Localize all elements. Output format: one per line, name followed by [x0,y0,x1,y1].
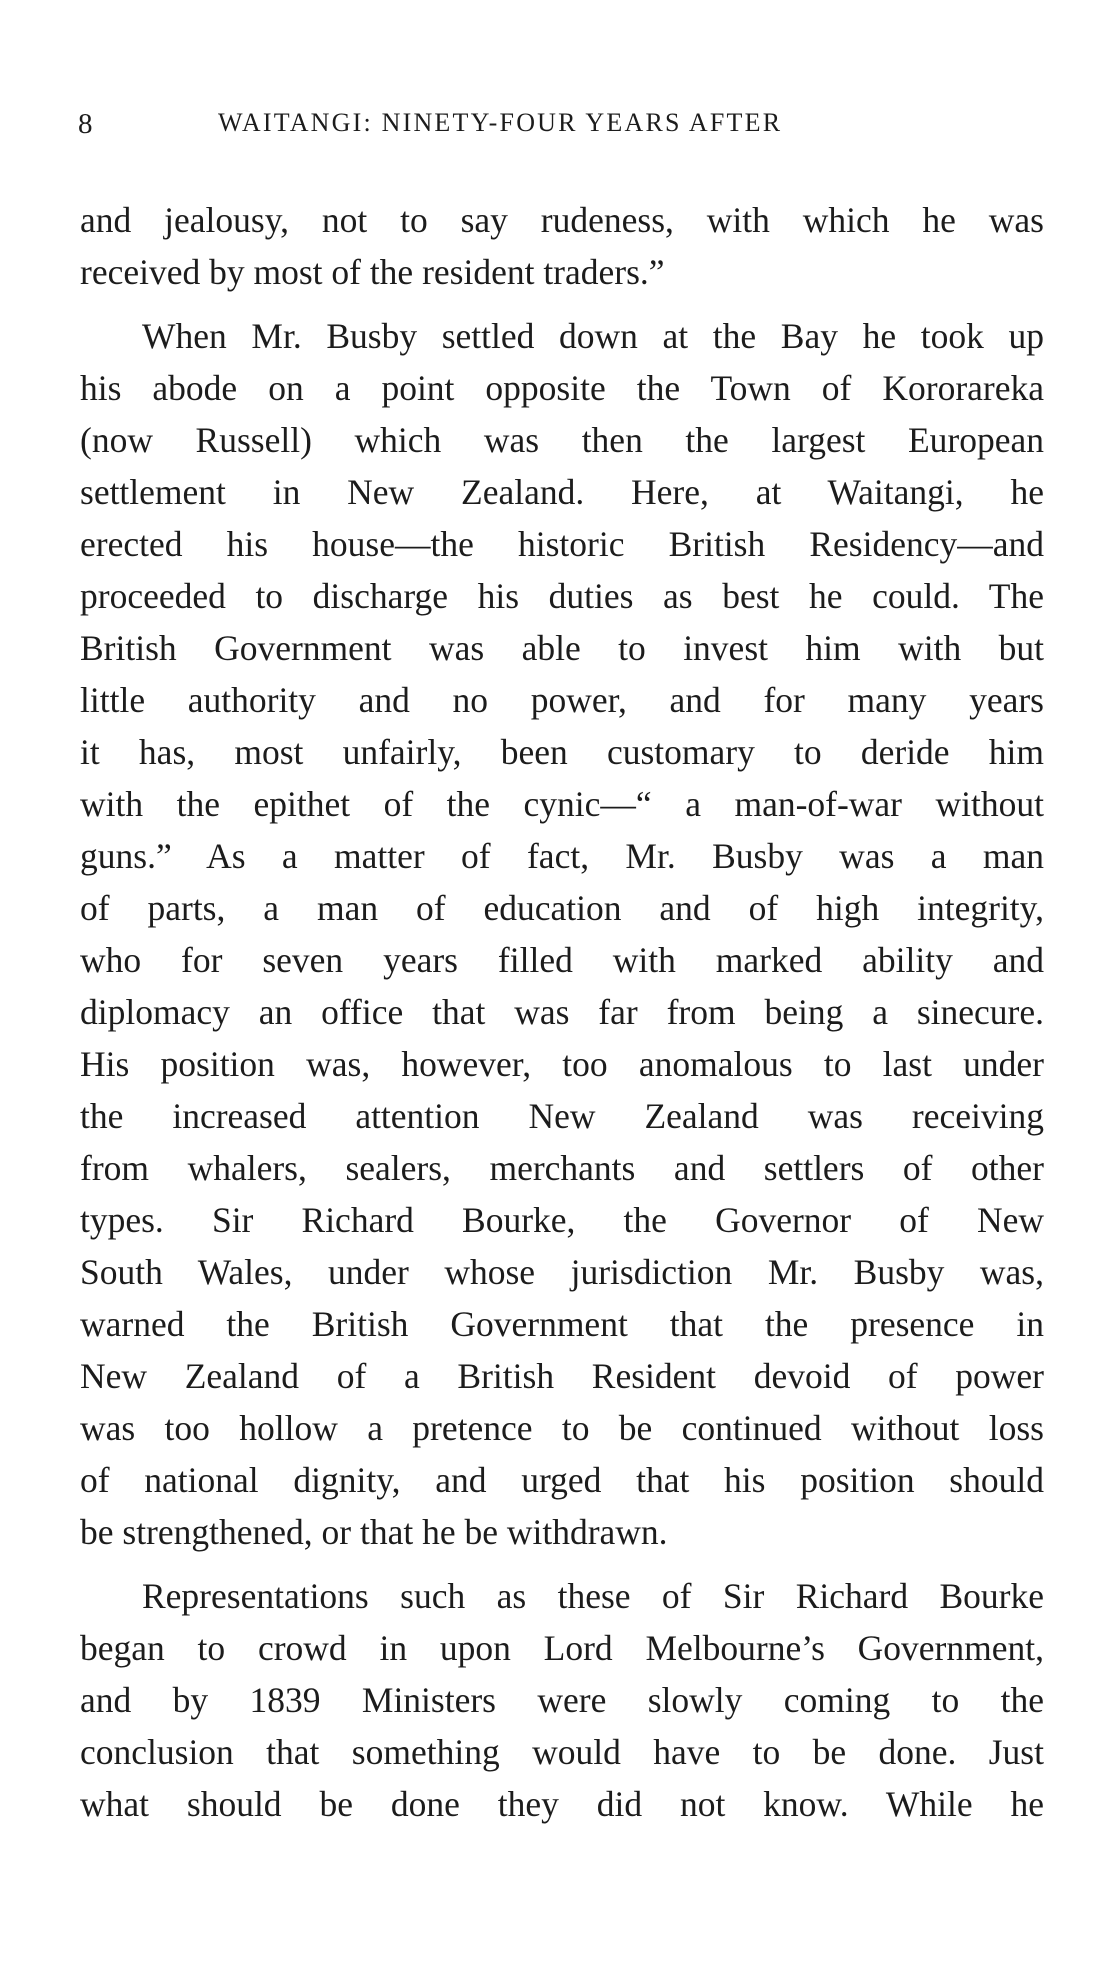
paragraph-gap [80,1558,1044,1570]
text-line: the increased attention New Zealand was receiving [80,1096,1044,1136]
text-line: erected his house—the historic British Residency—and [80,524,1044,564]
text-line: guns.” As a matter of fact, Mr. Busby was a man [80,836,1044,876]
text-line: New Zealand of a British Resident devoid of power [80,1356,1044,1396]
running-title: WAITANGI: NINETY-FOUR YEARS AFTER [218,108,783,137]
text-line: of parts, a man of education and of high integrity, [80,888,1044,928]
text-line: types. Sir Richard Bourke, the Governor of New [80,1200,1044,1240]
text-line: little authority and no power, and for many years [80,680,1044,720]
text-line: When Mr. Busby settled down at the Bay he took up [142,316,1044,356]
paragraph-gap [80,298,1044,310]
text-line: received by most of the resident traders.” [80,252,665,292]
text-line: it has, most unfairly, been customary to deride him [80,732,1044,772]
running-head [78,108,898,148]
text-line: His position was, however, too anomalous to last under [80,1044,1044,1084]
text-line: conclusion that something would have to be done. Just [80,1732,1044,1772]
text-line: Representations such as these of Sir Richard Bourke [142,1576,1044,1616]
page-number: 8 [78,108,94,140]
text-line: with the epithet of the cynic—“ a man-of-war without [80,784,1044,824]
text-line: be strengthened, or that he be withdrawn. [80,1512,668,1552]
paragraph-2 [80,310,1044,1558]
text-line: settlement in New Zealand. Here, at Waitangi, he [80,472,1044,512]
paragraph-3 [80,1570,1044,1830]
text-line: (now Russell) which was then the largest European [80,420,1044,460]
text-line: and jealousy, not to say rudeness, with which he was [80,200,1044,240]
text-line: his abode on a point opposite the Town of Kororareka [80,368,1044,408]
text-line: proceeded to discharge his duties as best he could. The [80,576,1044,616]
text-line: who for seven years filled with marked ability and [80,940,1044,980]
text-line: and by 1839 Ministers were slowly coming to the [80,1680,1044,1720]
body-text [80,194,1044,1830]
text-line: was too hollow a pretence to be continued without loss [80,1408,1044,1448]
paragraph-1 [80,194,1044,298]
text-line: what should be done they did not know. While he [80,1784,1044,1824]
text-line: British Government was able to invest him with but [80,628,1044,668]
text-line: from whalers, sealers, merchants and settlers of other [80,1148,1044,1188]
text-line: diplomacy an office that was far from being a sinecure. [80,992,1044,1032]
text-line: South Wales, under whose jurisdiction Mr. Busby was, [80,1252,1044,1292]
text-line: began to crowd in upon Lord Melbourne’s Government, [80,1628,1044,1668]
text-line: of national dignity, and urged that his position should [80,1460,1044,1500]
text-line: warned the British Government that the presence in [80,1304,1044,1344]
